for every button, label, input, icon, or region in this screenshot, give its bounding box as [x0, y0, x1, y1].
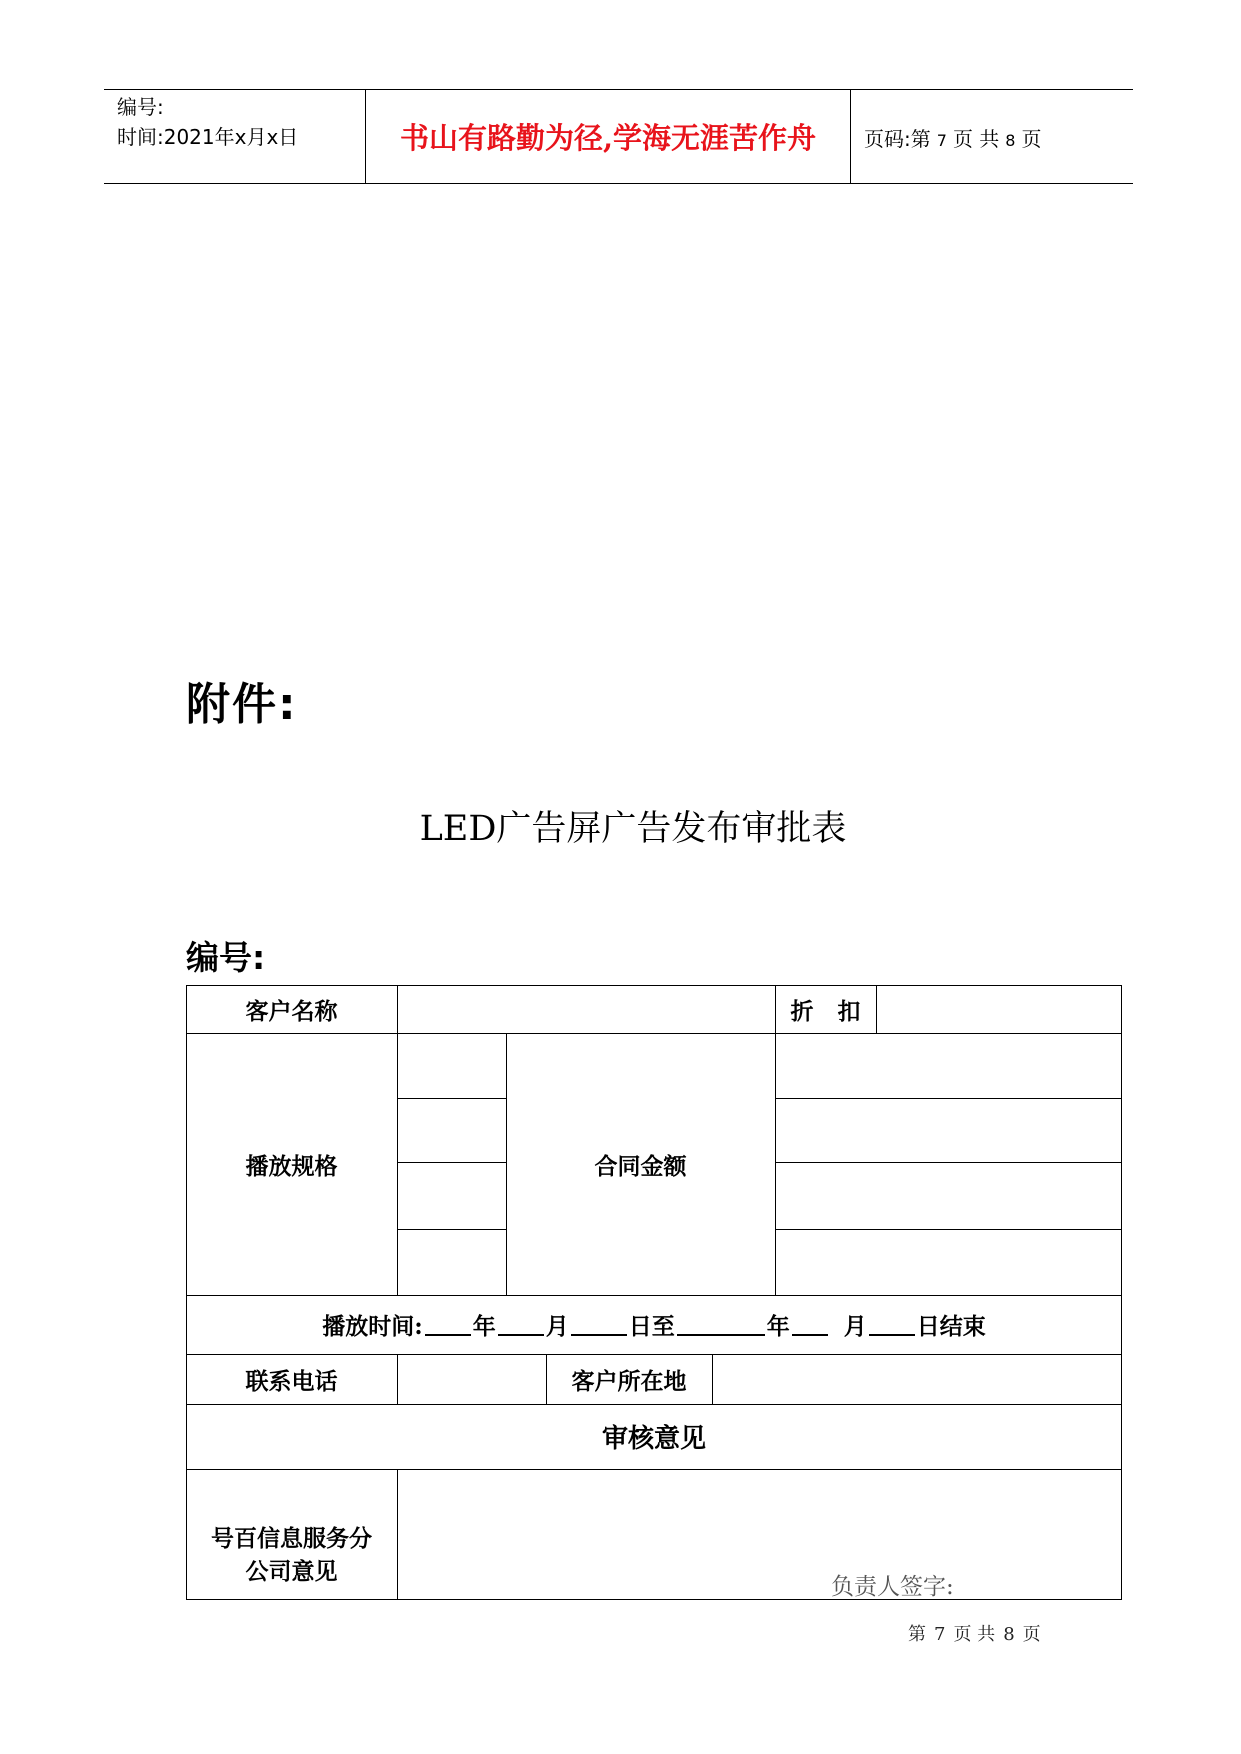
- header-page-total: 8: [1005, 131, 1016, 150]
- branch-opinion-line1: 号百信息服务分: [211, 1525, 372, 1552]
- header-motto: 书山有路勤为径,学海无涯苦作舟: [399, 121, 817, 155]
- client-name-field[interactable]: [397, 985, 775, 1033]
- client-location-field[interactable]: [712, 1354, 1122, 1404]
- signature-label: 负责人签字:: [831, 1574, 954, 1600]
- header-page-mid: 页 共: [952, 127, 1000, 151]
- header-page-current: 7: [936, 131, 947, 150]
- contract-amount-field[interactable]: [775, 1229, 1122, 1295]
- end-year-unit: 年: [766, 1313, 790, 1340]
- header-page-indicator: [864, 123, 1041, 152]
- contract-amount-label: 合同金额: [594, 1152, 687, 1180]
- page-footer: [908, 1620, 1041, 1646]
- contract-amount-field[interactable]: [775, 1162, 1122, 1229]
- play-spec-field[interactable]: [397, 1229, 506, 1295]
- play-time-row: [186, 1295, 1122, 1354]
- header-number-label: 编号:: [117, 95, 164, 119]
- branch-opinion-line2: 公司意见: [245, 1558, 338, 1585]
- play-spec-field[interactable]: [397, 1033, 506, 1098]
- footer-current: 7: [934, 1624, 946, 1645]
- end-day-blank[interactable]: [869, 1314, 915, 1336]
- phone-label: 联系电话: [245, 1367, 338, 1395]
- start-year-unit: 年: [472, 1313, 496, 1340]
- document-title-prefix: LED: [419, 809, 497, 849]
- client-name-label: 客户名称: [245, 997, 338, 1025]
- contract-amount-field[interactable]: [775, 1033, 1122, 1098]
- end-month-blank[interactable]: [792, 1314, 828, 1336]
- approval-form: [186, 985, 1122, 1600]
- document-title: [0, 801, 1241, 851]
- discount-label-part1: 折: [790, 997, 814, 1025]
- play-spec-field[interactable]: [397, 1162, 506, 1229]
- branch-opinion-label: [186, 1505, 397, 1600]
- discount-field[interactable]: [876, 985, 1122, 1033]
- play-time-label: 播放时间:: [322, 1313, 423, 1340]
- start-day-unit: 日至: [628, 1313, 675, 1340]
- end-month-unit: 月: [843, 1313, 867, 1340]
- review-heading: 审核意见: [601, 1424, 706, 1454]
- branch-opinion-field[interactable]: [397, 1469, 1122, 1599]
- discount-label-part2: 扣: [837, 997, 861, 1025]
- client-location-label: 客户所在地: [571, 1367, 687, 1395]
- start-month-unit: 月: [545, 1313, 569, 1340]
- end-year-blank[interactable]: [677, 1314, 765, 1336]
- phone-field[interactable]: [397, 1354, 546, 1404]
- header-page-prefix: 页码:第: [864, 127, 931, 151]
- footer-mid: 页 共: [953, 1624, 996, 1645]
- start-year-blank[interactable]: [425, 1314, 471, 1336]
- contract-amount-field[interactable]: [775, 1098, 1122, 1162]
- end-day-unit: 日结束: [916, 1313, 986, 1340]
- header-meta: [117, 92, 298, 152]
- footer-total: 8: [1003, 1624, 1015, 1645]
- footer-prefix: 第: [908, 1624, 926, 1645]
- attachment-label: 附件:: [186, 679, 298, 730]
- page-header: [104, 89, 1133, 184]
- header-page-suffix: 页: [1021, 127, 1042, 151]
- discount-label: [775, 985, 876, 1033]
- start-month-blank[interactable]: [498, 1314, 544, 1336]
- play-spec-label: 播放规格: [245, 1152, 338, 1180]
- header-divider: [850, 90, 851, 183]
- play-spec-field[interactable]: [397, 1098, 506, 1162]
- document-title-rest: 广告屏广告发布审批表: [496, 809, 847, 849]
- header-date: 时间:2021年x月x日: [117, 125, 299, 149]
- footer-suffix: 页: [1022, 1624, 1041, 1645]
- start-day-blank[interactable]: [571, 1314, 627, 1336]
- document-number-label: 编号:: [186, 938, 266, 977]
